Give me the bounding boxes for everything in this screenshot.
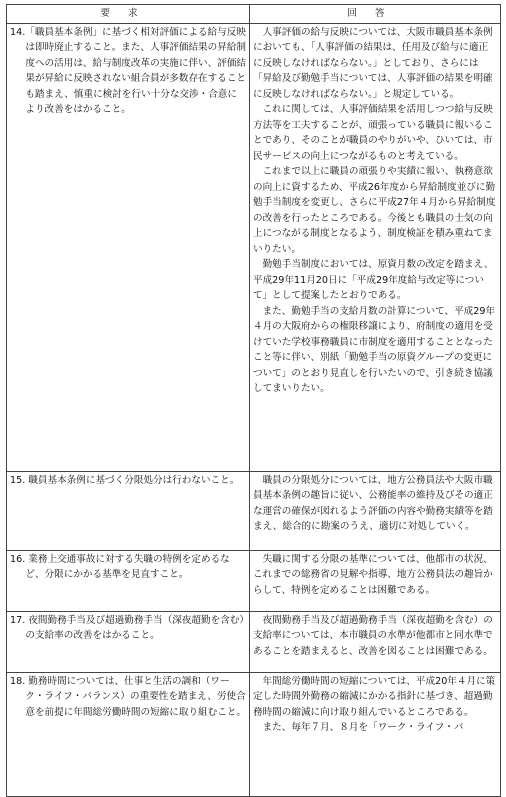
answer-paragraph: 人事評価の給与反映については、大阪市職員基本条例においても、「人事評価の結果は、任用及び給与に適正に反映しなければならない。」としており、さらには「昇給及び勤勉手当については、人事評価の結果を明確に反映しなければならない。」と規定している。 [253,26,493,100]
table-row [7,672,501,796]
answer-cell [250,23,501,471]
request-text: 16. 業務上交通事故に対する失職の特例を定めるなど、分限にかかる基準を見直すこと。 [10,553,230,580]
table-row [7,550,501,611]
table-row [7,471,501,550]
request-cell [7,471,250,550]
table-row [7,23,501,471]
answer-paragraph: 夜間勤務手当及び超過勤務手当（深夜超勤を含む）の支給率については、本市職員の水準が他都市と同水準であることを踏まえると、改善を図ることは困難である。 [253,614,493,657]
answer-cell [250,611,501,672]
answer-paragraph: また、毎年７月、８月を「ワーク・ライフ・バ [262,722,464,733]
table-row [7,611,501,672]
answer-paragraph: 勤勉手当制度においては、原資月数の改定を踏まえ、平成29年11月20日に「平成29年度給与改定等について」として提案したとおりである。 [253,259,494,301]
request-answer-table [6,4,501,797]
answer-cell [250,672,501,796]
answer-paragraph: これに関しては、人事評価結果を活用しつつ給与反映方法等を工夫することが、頑張っている職員に報いることであり、そのことが職員のやりがいや、ひいては、市民サービスの向上につながるものと考えている。 [253,104,493,162]
answer-paragraph: 失職に関する分限の基準については、他都市の状況、これまでの総務省の見解や指導、地方公務員法の趣旨からして、特例を定めることは困難である。 [253,553,493,596]
answer-cell [250,550,501,611]
request-cell [7,672,250,796]
request-cell [7,611,250,672]
answer-paragraph: また、勤勉手当の支給月数の計算について、平成29年４月の大阪府からの権限移譲により、府制度の適用を受けていた学校事務職員に市制度を適用することとなったこと等に伴い、別紙「勤勉手当の原資グループの変更について」のとおり見直しを行いたいので、引き続き協議してまいりたい。 [253,305,496,394]
request-cell [7,23,250,471]
request-cell [7,550,250,611]
answer-paragraph: これまで以上に職員の頑張りや実績に報い、執務意欲の向上に資するため、平成26年度から昇給制度並びに勤勉手当制度を変更し、さらに平成27年４月から昇給制度の改善を行ったところである。今後とも職員の士気の向上につながる制度となるよう、制度検証を積み重ねてまいりたい。 [253,166,496,255]
request-text: 17. 夜間勤務手当及び超過勤務手当（深夜超勤を含む）の支給率の改善をはかること。 [10,614,245,641]
header-request: 要求 [7,5,250,24]
answer-paragraph: 職員の分限処分については、地方公務員法や大阪市職員基本条例の趣旨に従い、公務能率の維持及びその適正な運営の確保が図れるよう評価の内容や勤務実績等を踏まえ、総合的に勘案のうえ、適切に対処していく。 [253,474,493,532]
table-header-row [7,5,501,24]
header-answer: 回答 [250,5,501,24]
answer-paragraph: 年間総労働時間の短縮については、平成20年４月に策定した時間外勤務の縮減にかかる指針に基づき、超過勤務時間の縮減に向け取り組んでいるところである。 [253,675,496,718]
request-text: 14.「職員基本条例」に基づく相対評価による給与反映は即時廃止すること。また、人事評価結果の昇給制度への活用は、給与制度改革の実施に伴い、評価結果が昇給に反映されない組合員が多数存在することも踏まえ、慎重に検討を行い十分な交渉・合意により改善をはかること。 [10,26,247,115]
answer-cell [250,471,501,550]
request-text: 15. 職員基本条例に基づく分限処分は行わないこと。 [10,474,240,486]
request-text: 18. 勤務時間については、仕事と生活の調和（ワーク・ライフ・バランス）の重要性を踏まえ、労使合意を前提に年間総労働時間の短縮に取り組むこと。 [10,675,247,718]
